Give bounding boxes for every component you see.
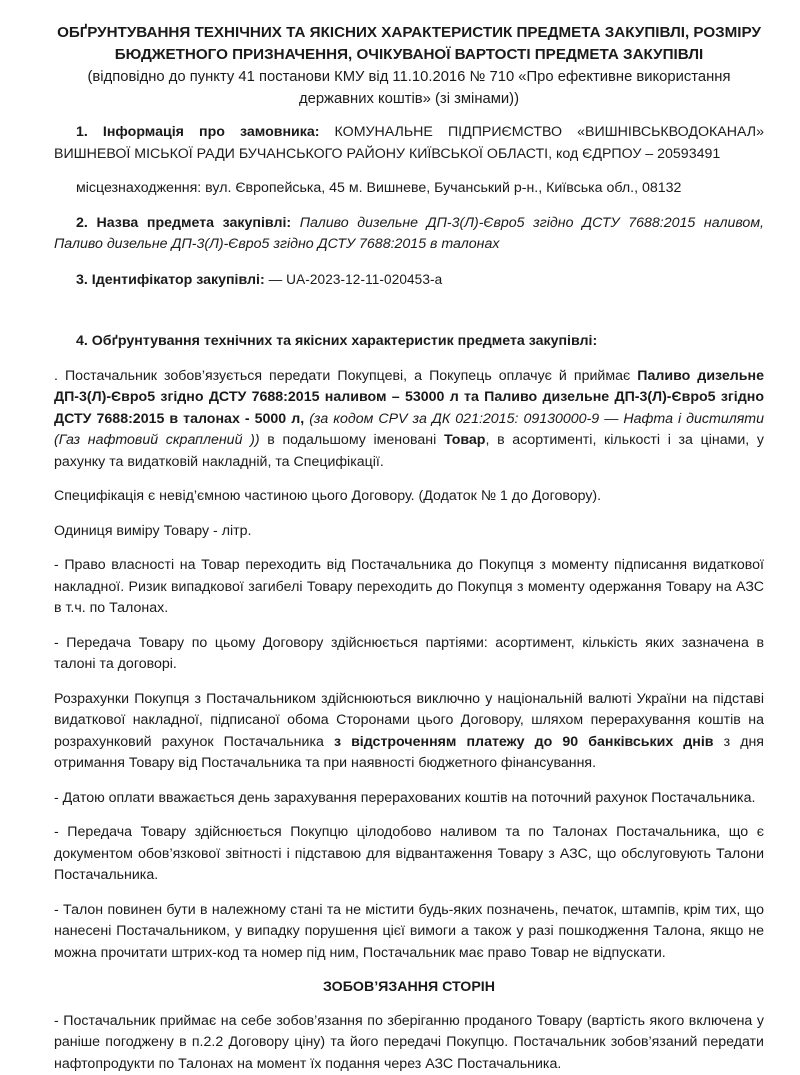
section-1-text: КОМУНАЛЬНЕ ПІДПРИЄМСТВО «ВИШНІВСЬКВОДОКАНАЛ» ВИШНЕВОЇ МІСЬКОЇ РАДИ БУЧАНСЬКОГО РАЙОНУ КИЇВСЬКОЇ ОБЛАСТІ, код ЄДРПОУ – 20593491 (54, 124, 764, 162)
section-1-label: 1. Інформація про замовника: (76, 124, 319, 140)
paragraph-goods-transfer: . Постачальник зобов’язується передати Покупцеві, а Покупець оплачує й приймає Паливо дизельне ДП-3(Л)-Євро5 згідно ДСТУ 7688:2015 наливом – 53000 л та Паливо дизельне ДП-3(Л)-Євро5 згідно ДСТУ 7688:2015 в талонах - 5000 л, (за кодом CPV за ДК 021:2015: 09130000-9 — Нафта і дистиляти (Газ нафтовий скраплений )) в подальшому іменовані Товар, в асортименті, кількості і за цінами, у рахунку та видатковій накладній, та Специфікації. (54, 366, 764, 474)
customer-location: місцезнаходження: вул. Європейська, 45 м. Вишневе, Бучанський р-н., Київська обл., 08132 (54, 178, 764, 200)
section-customer-info (54, 122, 764, 165)
section-3-label: 3. Ідентифікатор закупівлі: (76, 272, 265, 288)
paragraph-supplier-obligations: - Постачальник приймає на себе зобов’язання по зберіганню проданого Товару (вартість якого включена у раніше погоджену в п.2.2 Договору ціну) та його передачі Покупцю. Постачальник зобов’язаний передати нафтопродукти по Талонах на момент їх подання через АЗС Постачальника. (54, 1011, 764, 1075)
section-procurement-name (54, 213, 764, 256)
section-2-text: Паливо дизельне ДП-3(Л)-Євро5 згідно ДСТУ 7688:2015 наливом, Паливо дизельне ДП-3(Л)-Євро5 згідно ДСТУ 7688:2015 в талонах (54, 215, 764, 253)
paragraph-ownership: - Право власності на Товар переходить від Постачальника до Покупця з моменту підписання видаткової накладної. Ризик випадкової загибелі Товару переходить до Покупця з моменту одержання Товару на АЗС в т.ч. по Талонах. (54, 555, 764, 620)
paragraph-coupon: - Талон повинен бути в належному стані та не містити будь-яких позначень, печаток, штампів, крім тих, що нанесені Постачальником, у випадку порушення цієї вимоги а також у разі пошкодження Талона, якщо не можна прочитати штрих-код та номер під ним, Постачальник має право Товар не відпускати. (54, 900, 764, 965)
paragraph-unit: Одиниця виміру Товару - літр. (54, 521, 764, 543)
heading-obligations: ЗОБОВ’ЯЗАННЯ СТОРІН (54, 977, 764, 999)
paragraph-batches: - Передача Товару по цьому Договору здійснюється партіями: асортимент, кількість яких зазначена в талоні та договорі. (54, 633, 764, 676)
paragraph-delivery: - Передача Товару здійснюється Покупцю цілодобово наливом та по Талонах Постачальника, що є документом обов’язкової звітності і підставою для відвантаження Товару з АЗС, що обслуговують Талони Постачальника. (54, 822, 764, 887)
document-title: ОБҐРУНТУВАННЯ ТЕХНІЧНИХ ТА ЯКІСНИХ ХАРАКТЕРИСТИК ПРЕДМЕТА ЗАКУПІВЛІ, РОЗМІРУ БЮДЖЕТНОГО ПРИЗНАЧЕННЯ, ОЧІКУВАНОЇ ВАРТОСТІ ПРЕДМЕТА ЗАКУПІВЛІ (54, 22, 764, 66)
paragraph-specification: Специфікація є невід’ємною частиною цього Договору. (Додаток № 1 до Договору). (54, 486, 764, 508)
section-4-heading: 4. Обґрунтування технічних та якісних характеристик предмета закупівлі: (54, 331, 764, 353)
document-subtitle: (відповідно до пункту 41 постанови КМУ від 11.10.2016 № 710 «Про ефективне використання державних коштів» (зі змінами)) (54, 66, 764, 110)
section-procurement-id (54, 269, 764, 292)
paragraph-payments: Розрахунки Покупця з Постачальником здійснюються виключно у національній валюті України на підставі видаткової накладної, підписаної обома Сторонами цього Договору, шляхом перерахування коштів на розрахунковий рахунок Постачальника з відстроченням платежу до 90 банківських днів з дня отримання Товару від Постачальника та при наявності бюджетного фінансування. (54, 689, 764, 775)
section-2-label: 2. Назва предмета закупівлі: (76, 215, 291, 231)
procurement-id: — UA-2023-12-11-020453-a (265, 272, 443, 287)
paragraph-payment-date: - Датою оплати вважається день зарахування перерахованих коштів на поточний рахунок Постачальника. (54, 788, 764, 810)
